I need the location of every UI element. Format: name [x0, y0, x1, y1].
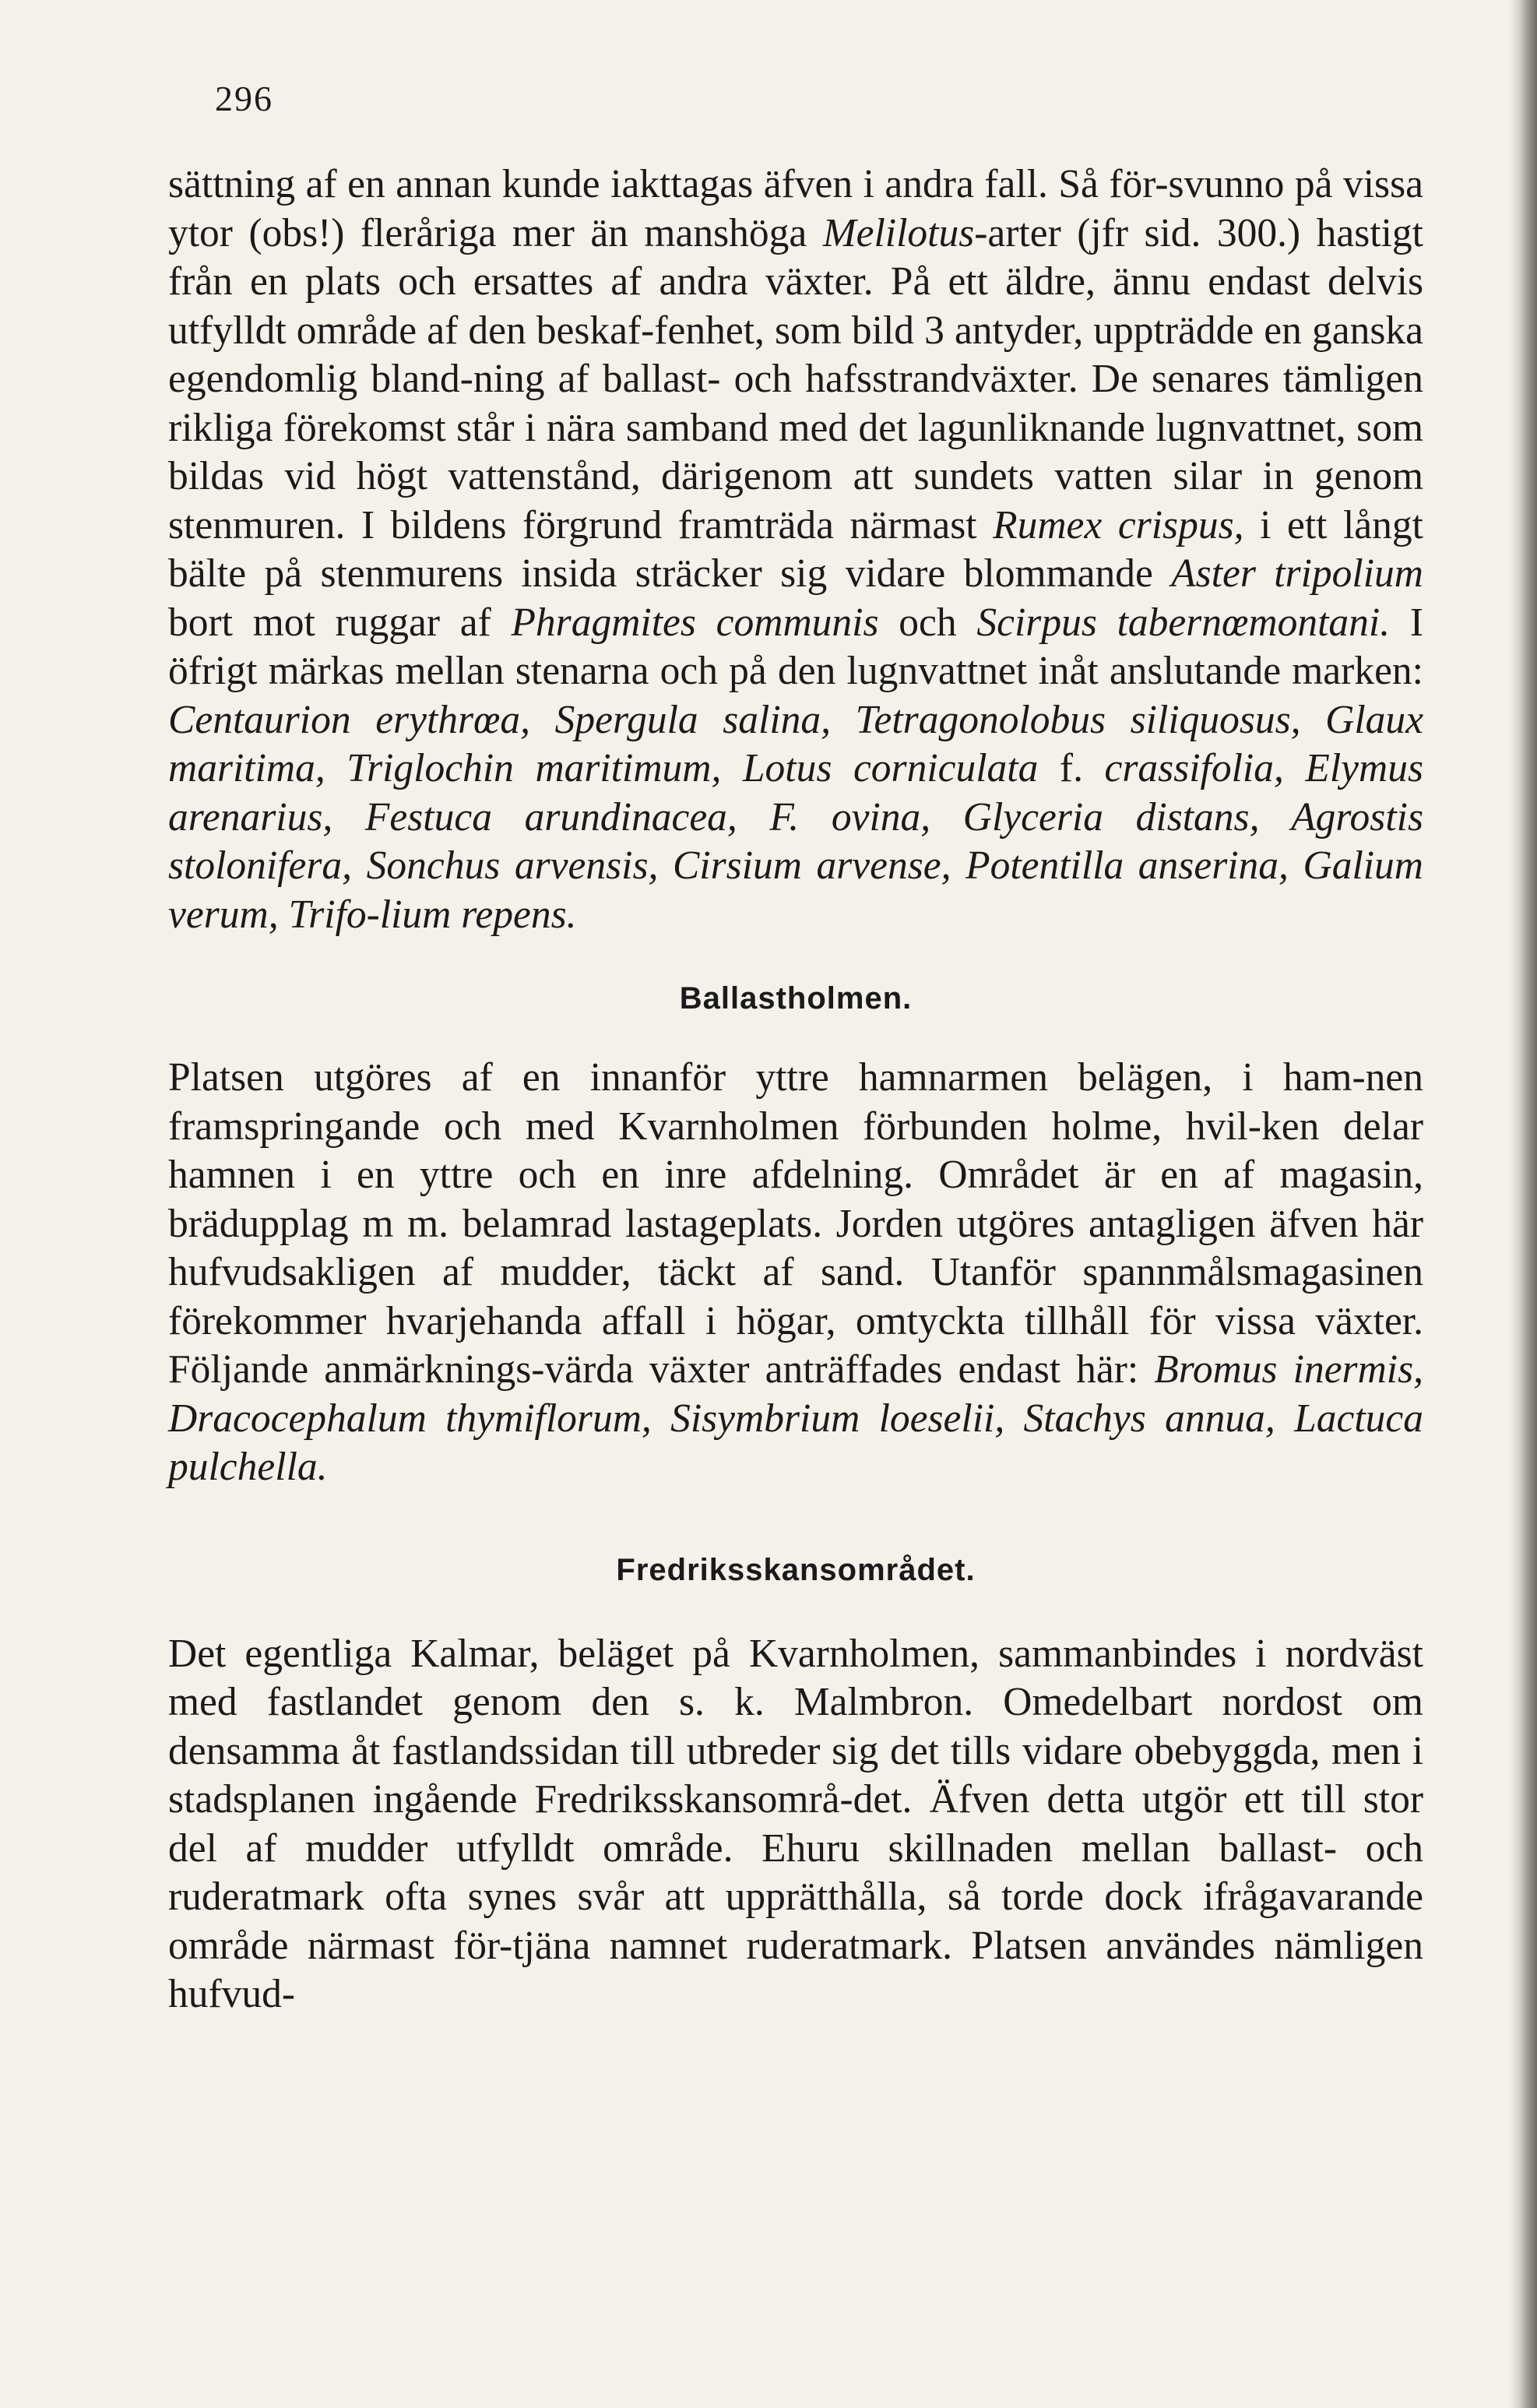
italic-taxon: Melilotus-: [822, 210, 988, 255]
page-number: 296: [215, 79, 273, 118]
page-edge-shadow: [1509, 0, 1537, 2408]
italic-taxon: Scirpus tabernœmontani.: [976, 600, 1391, 645]
paragraph-3: Det egentliga Kalmar, beläget på Kvarnholmen, sammanbindes i nordväst med fastlandet genom den s. k. Malmbron. Omedelbart nordost om densamma åt fastlandssidan till utbreder sig det tills vidare obebyggda, men i stadsplanen ingående Fredriksskansområ-det. Äfven detta utgör ett till stor del af mudder utfylldt område. Ehuru skillnaden mellan ballast- och ruderatmark ofta synes svår att upprätthålla, så torde dock ifrågavarande område närmast för-tjäna namnet ruderatmark. Platsen användes nämligen hufvud-: [168, 1631, 1423, 2016]
paragraph-1: sättning af en annan kunde iakttagas äfven i andra fall. Så för-svunno på vissa ytor (obs!) fleråriga mer än manshöga Melilotus-arter (jfr sid. 300.) hastigt från en plats och ersattes af andra växter. På ett äldre, ännu endast delvis utfylldt område af den beskaf-fenhet, som bild 3 antyder, uppträdde en ganska egendomlig bland-ning af ballast- och hafsstrandväxter. De senares tämligen rikliga förekomst står i nära samband med det lagunliknande lugnvattnet, som bildas vid högt vattenstånd, därigenom att sundets vatten silar in genom stenmuren. I bildens förgrund framträda närmast Rumex crispus, i ett långt bälte på stenmurens insida sträcker sig vidare blommande Aster tripolium bort mot ruggar af Phragmites communis och Scirpus tabernœmontani. I öfrigt märkas mellan stenarna och på den lugnvattnet inåt anslutande marken: Centaurion erythrœa, Spergula salina, Tetragonolobus siliquosus, Glaux maritima, Triglochin maritimum, Lotus corniculata f. crassifolia, Elymus arenarius, Festuca arundinacea, F. ovina, Glyceria distans, Agrostis stolonifera, Sonchus arvensis, Cirsium arvense, Potentilla anserina, Galium verum, Trifo-lium repens.: [168, 162, 1423, 937]
text-column: [168, 160, 1423, 2019]
paragraph-2: Platsen utgöres af en innanför yttre hamnarmen belägen, i ham-nen framspringande och med Kvarnholmen förbunden holme, hvil-ken delar hamnen i en yttre och en inre afdelning. Området är en af magasin, brädupplag m m. belamrad lastageplats. Jorden utgöres antagligen äfven här hufvudsakligen af mudder, täckt af sand. Utanför spannmålsmagasinen förekommer hvarjehanda affall i högar, omtyckta tillhåll för vissa växter. Följande anmärknings-värda växter anträffades endast här: Bromus inermis, Dracocephalum thymiflorum, Sisymbrium loeselii, Stachys annua, Lactuca pulchella.: [168, 1055, 1424, 1489]
heading-ballastholmen: Ballastholmen.: [679, 981, 913, 1016]
italic-taxon: Rumex crispus,: [993, 502, 1244, 547]
italic-taxon: Phragmites communis: [511, 600, 879, 645]
italic-taxon: crassifolia, Elymus arenarius, Festuca arundinacea, F. ovina, Glyceria distans, Agrostis stolonifera, Sonchus arvensis, Cirsium arvense, Potentilla anserina, Galium verum, Trifo-lium repens.: [168, 746, 1423, 937]
italic-taxon: Centaurion erythrœa, Spergula salina, Tetragonolobus siliquosus, Glaux maritima, Triglochin maritimum, Lotus corniculata: [168, 697, 1423, 790]
italic-taxon: Bromus inermis, Dracocephalum thymiflorum, Sisymbrium loeselii, Stachys annua, Lactuca pulchella.: [168, 1347, 1424, 1489]
heading-fredriksskans: Fredriksskansområdet.: [616, 1552, 976, 1587]
italic-taxon: Aster tripolium: [1171, 551, 1423, 596]
